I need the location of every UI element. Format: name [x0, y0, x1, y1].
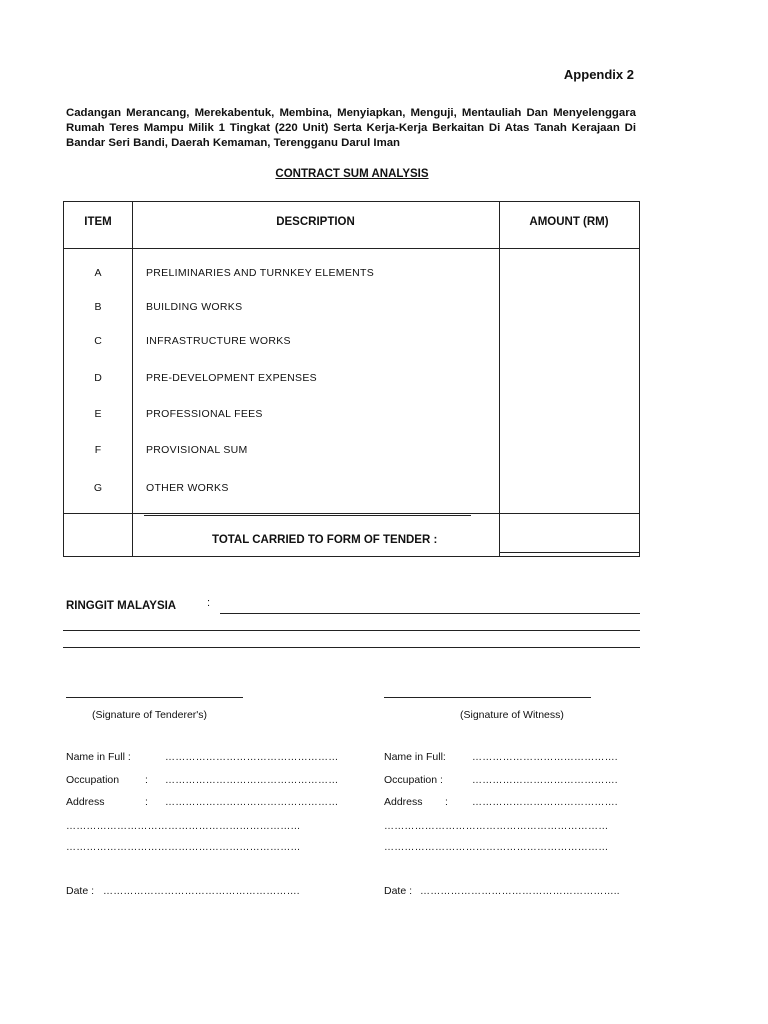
row-description: PRELIMINARIES AND TURNKEY ELEMENTS	[146, 267, 375, 279]
table-divider-item	[132, 202, 133, 556]
witness-occupation-field[interactable]: …………………………………….	[472, 775, 618, 786]
witness-address-line-2[interactable]: …………………………………………………………	[384, 821, 609, 832]
row-code: E	[94, 408, 102, 420]
description-underline	[144, 515, 471, 516]
tenderer-address-colon: :	[145, 796, 148, 808]
tenderer-name-label: Name in Full :	[66, 751, 131, 763]
tenderer-name-field[interactable]: ……………………………………………	[165, 752, 339, 763]
contract-sum-table	[63, 201, 640, 557]
row-description: INFRASTRUCTURE WORKS	[146, 335, 291, 347]
witness-signature-label: (Signature of Witness)	[460, 709, 564, 721]
witness-name-field[interactable]: …………………………………….	[472, 752, 618, 763]
witness-signature-line[interactable]	[384, 697, 591, 698]
appendix-label: Appendix 2	[563, 67, 634, 82]
tenderer-signature-label: (Signature of Tenderer's)	[92, 709, 208, 721]
ringgit-malaysia-label: RINGGIT MALAYSIA	[66, 600, 177, 612]
tenderer-date-label: Date :	[66, 885, 95, 897]
column-header-description: DESCRIPTION	[276, 216, 355, 228]
witness-address-colon: :	[445, 796, 448, 808]
witness-occupation-label: Occupation :	[384, 774, 443, 786]
column-header-amount: AMOUNT (RM)	[529, 216, 609, 228]
witness-address-label: Address	[384, 796, 423, 808]
row-code: C	[94, 335, 102, 347]
witness-date-label: Date :	[384, 885, 413, 897]
tenderer-occupation-label: Occupation	[66, 774, 120, 786]
ringgit-amount-line-3[interactable]	[63, 647, 640, 648]
row-description: BUILDING WORKS	[146, 301, 243, 313]
row-code: G	[93, 482, 103, 494]
tenderer-address-line-3[interactable]: ……………………………………………………………	[66, 842, 301, 853]
row-code: A	[94, 267, 102, 279]
witness-address-field[interactable]: …………………………………….	[472, 797, 618, 808]
row-code: D	[94, 372, 102, 384]
total-carried-label: TOTAL CARRIED TO FORM OF TENDER :	[212, 534, 438, 546]
tenderer-address-label: Address	[66, 796, 105, 808]
row-code: B	[94, 301, 102, 313]
witness-name-label: Name in Full:	[384, 751, 446, 763]
witness-address-line-3[interactable]: …………………………………………………………	[384, 842, 609, 853]
tenderer-date-field[interactable]: ………………………………………………….	[103, 886, 300, 897]
tenderer-occupation-field[interactable]: ……………………………………………	[165, 775, 339, 786]
ringgit-colon: :	[207, 597, 211, 609]
row-description: OTHER WORKS	[146, 482, 229, 494]
tenderer-address-line-2[interactable]: ……………………………………………………………	[66, 821, 301, 832]
ringgit-amount-line-2[interactable]	[63, 630, 640, 631]
document-title: Cadangan Merancang, Merekabentuk, Membina, Menyiapkan, Menguji, Mentauliah Dan Menyelenggara Rumah Teres Mampu Milik 1 Tingkat (220 Unit) Serta Kerja-Kerja Berkaitan Di Atas Tanah Kerajaan Di Bandar Seri Bandi, Daerah Kemaman, Terengganu Darul Iman	[66, 107, 636, 149]
section-heading	[0, 168, 768, 180]
column-header-item: ITEM	[84, 216, 112, 228]
row-description: PRE-DEVELOPMENT EXPENSES	[146, 372, 317, 384]
section-heading-text: CONTRACT SUM ANALYSIS	[275, 168, 429, 180]
tenderer-signature-line[interactable]	[66, 697, 243, 698]
row-code: F	[94, 444, 102, 456]
amount-total-underline	[499, 552, 639, 553]
tenderer-occupation-colon: :	[145, 774, 148, 786]
row-description: PROVISIONAL SUM	[146, 444, 248, 456]
table-divider-amount	[499, 202, 500, 556]
row-description: PROFESSIONAL FEES	[146, 408, 263, 420]
tenderer-address-field[interactable]: ……………………………………………	[165, 797, 339, 808]
ringgit-amount-line[interactable]	[220, 613, 640, 614]
table-header-rule	[64, 248, 639, 249]
table-total-rule	[64, 513, 639, 514]
witness-date-field[interactable]: …………………………………………………..	[420, 886, 620, 897]
